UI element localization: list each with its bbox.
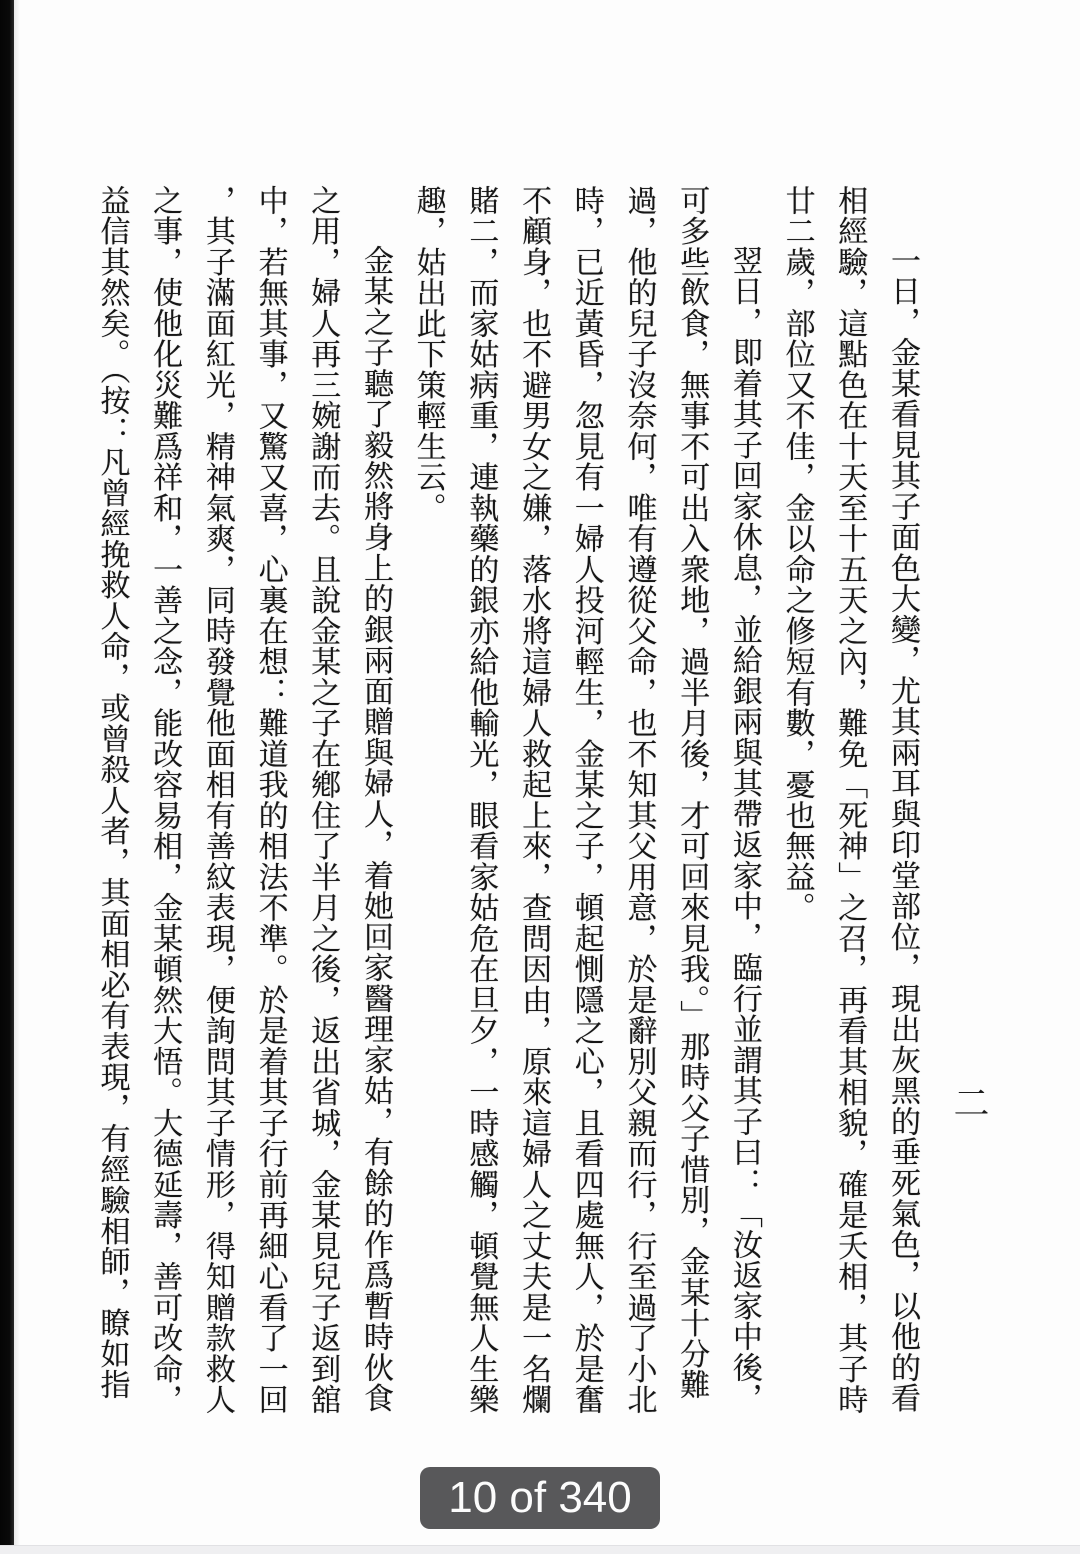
paragraph-1: 一日，金某看見其子面色大變，尤其兩耳與印堂部位，現出灰黑的垂死氣色，以他的看相經驗，這點色在十天至十五天之內，難免「死神」之召，再看其相貌，確是夭相，其子時廿二歲，部位又不佳，金以命之修短有數，憂也無益。 — [780, 185, 919, 1415]
paragraph-3: 金某之子聽了毅然將身上的銀兩面贈與婦人，着她回家醫理家姑，有餘的作爲暫時伙食之用，婦人再三婉謝而去。且說金某之子在鄕住了半月之後，返出省城，金某見兒子返到舘中，若無其事，又驚又喜，心裏在想：難道我的相法不準。於是着其子行前再細心看了一回，其子滿面紅光，精神氣爽，同時發覺他面相有善紋表現，便詢問其子情形，得知贈款救人之事，使他化災難爲祥和，一善之念，能改容易相，金某頓然大悟。大德延壽，善可改命，益信其然矣。（按：凡曾經挽救人命，或曾殺人者，其面相必有表現，有經驗相師，瞭如指 — [95, 185, 392, 1415]
viewer-footer-strip — [0, 1545, 1080, 1554]
scan-edge-highlight — [14, 0, 20, 1545]
page-indicator[interactable]: 10 of 340 — [420, 1467, 660, 1529]
vertical-text-body — [66, 185, 928, 1421]
scan-edge-shadow — [0, 0, 14, 1545]
paragraph-2: 翌日，即着其子回家休息，並給銀兩與其帶返家中，臨行並謂其子曰：「汝返家中後，可多些飲食，無事不可出入衆地，過半月後，才可回來見我。」那時父子惜別，金某十分難過，他的兒子沒奈何，唯有遵從父命，也不知其父用意，於是辭別父親而行，行至過了小北時，已近黃昏，忽見有一婦人投河輕生，金某之子，頓起惻隱之心，且看四處無人，於是奮不顧身，也不避男女之嫌，落水將這婦人救起上來，查問因由，原來這婦人之丈夫是一名爛賭二，而家姑病重，連執藥的銀亦給他輸光，眼看家姑危在旦夕，一時感觸，頓覺無人生樂趣，姑出此下策輕生云。 — [411, 185, 761, 1415]
folio-page-number: 二 — [949, 1084, 989, 1120]
